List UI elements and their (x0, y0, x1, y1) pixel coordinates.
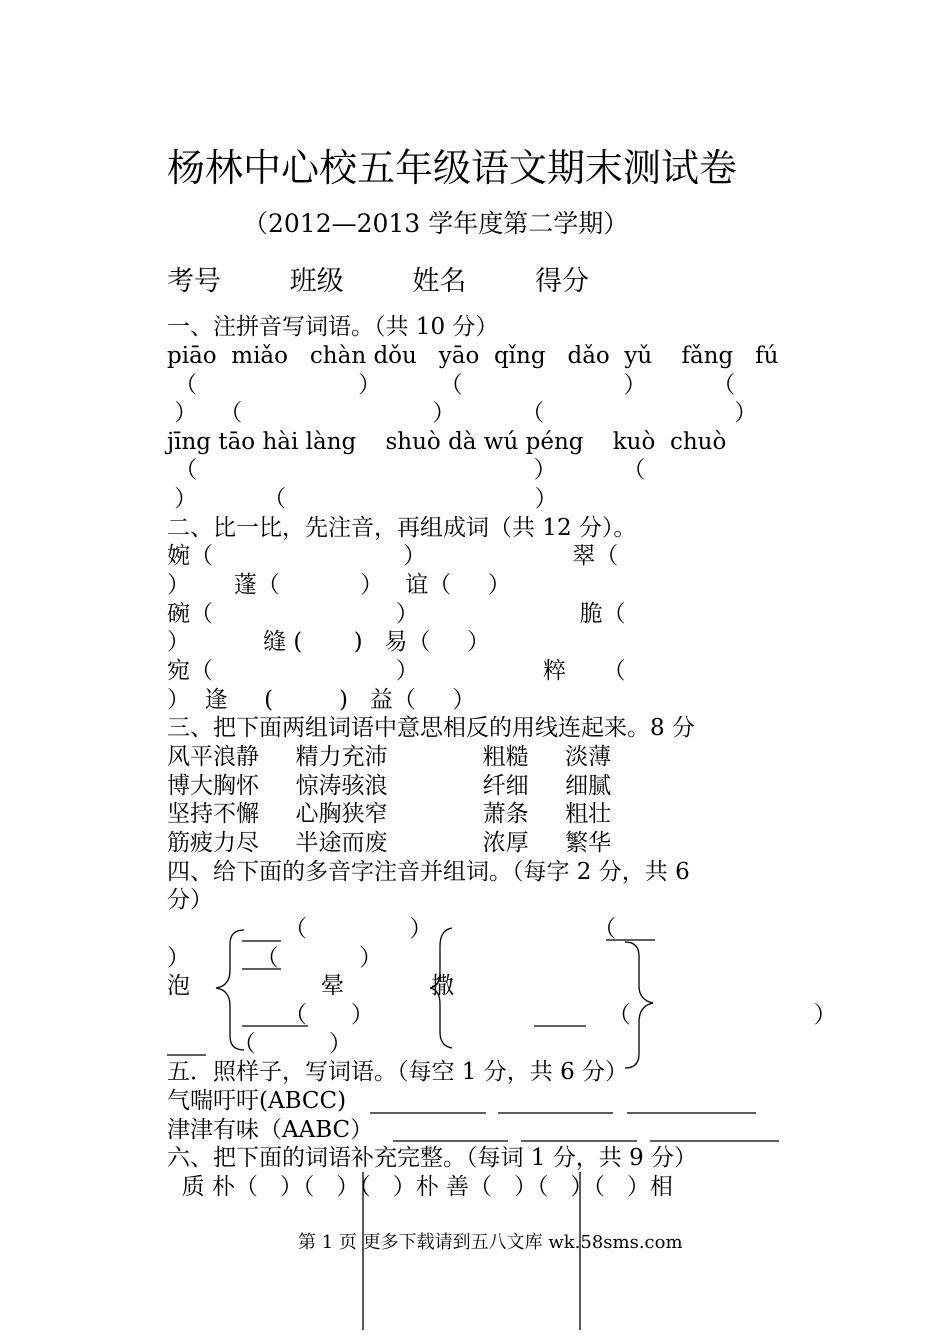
example-abcc: 气喘吁吁(ABCC) (167, 1088, 347, 1114)
section-2-heading: 二、比一比，先注音，再组成词（共 12 分）。 (167, 515, 637, 541)
polyphone-char: 晕 (321, 973, 344, 999)
polyphone-char: 撒 (431, 973, 454, 999)
polyphone-line: （ ） （ ） (167, 1002, 837, 1028)
word-match-row: 筋疲力尽 半途而废 浓厚 繁华 (167, 830, 612, 856)
answer-blank-line: （ ） （ ） （ (167, 372, 736, 398)
polyphone-line: ） （ ） (167, 945, 383, 971)
polyphone-line: （ ） （ (167, 916, 617, 942)
page-footer: 第 1 页 更多下载请到五八文库 wk.58sms.com (298, 1232, 683, 1253)
compare-line: ） 缝 ( ) 易（ ） (167, 629, 491, 655)
section-3-heading: 三、把下面两组词语中意思相反的用线连起来。8 分 (167, 715, 695, 741)
right-brace (625, 942, 653, 1068)
compare-line: ） 逢 ( ) 益（ ） (167, 687, 476, 713)
pinyin-line-2: jīng tāo hài làng shuò dà wú péng kuò chuò (167, 429, 727, 455)
example-aabc: 津津有味（AABC） (167, 1117, 374, 1143)
polyphone-line: （ ） (167, 1031, 352, 1057)
word-match-row: 博大胸怀 惊涛骇浪 纤细 细腻 (167, 773, 612, 799)
answer-blank-line: （ ） （ (167, 457, 646, 483)
section-6-heading: 六、把下面的词语补充完整。（每词 1 分，共 9 分） (167, 1145, 698, 1171)
page-title: 杨林中心校五年级语文期末测试卷 (167, 146, 738, 190)
answer-blank-line: ） （ ） （ ） (167, 400, 758, 426)
answer-blank-line: ） （ ） (167, 486, 558, 512)
compare-line: 婉（ ） 翠（ (167, 543, 619, 569)
section-4-heading-cont: 分） (167, 887, 213, 913)
compare-line: 宛（ ） 粹 （ (167, 658, 626, 684)
section-1-heading: 一、注拼音写词语。（共 10 分） (167, 314, 499, 340)
left-brace (430, 928, 452, 1048)
compare-line: ） 蓬（ ） 谊（ ） (167, 572, 511, 598)
word-match-row: 风平浪静 精力充沛 粗糙 淡薄 (167, 744, 612, 770)
page-subtitle: （2012—2013 学年度第二学期） (243, 209, 629, 238)
polyphone-char: 泡 (167, 973, 190, 999)
compare-line: 碗（ ） 脆（ (167, 601, 626, 627)
section-5-heading: 五．照样子，写词语。（每空 1 分，共 6 分） (167, 1059, 629, 1085)
info-row: 考号 班级 姓名 得分 (167, 266, 589, 297)
pinyin-line-1: piāo miǎo chàn dǒu yāo qǐng dǎo yǔ fǎng fú (167, 343, 779, 369)
left-brace (216, 930, 244, 1050)
fill-word-line: 质 朴（ ）（ ）（ ）朴 善（ ）（ ）（ ）相 (167, 1174, 673, 1200)
word-match-row: 坚持不懈 心胸狭窄 萧条 粗壮 (167, 801, 612, 827)
section-4-heading: 四、给下面的多音字注音并组词。（每字 2 分，共 6 (167, 859, 690, 885)
